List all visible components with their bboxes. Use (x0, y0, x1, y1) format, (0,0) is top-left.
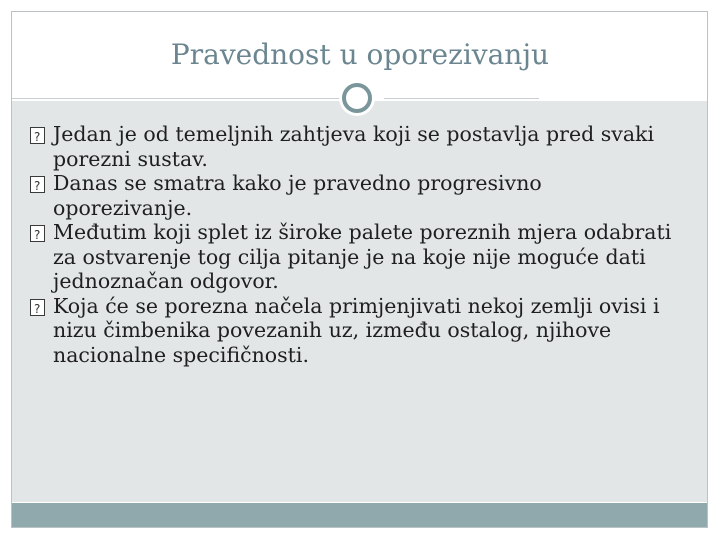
missing-glyph-box-icon (30, 299, 45, 316)
bullet-text: Jedan je od temeljnih zahtjeva koji se postavlja pred svaki porezni sustav. (53, 122, 655, 171)
footer-bar (12, 503, 707, 527)
divider-left-segment (12, 98, 340, 99)
missing-glyph-box-icon (30, 176, 45, 193)
bullet-text: Međutim koji splet iz široke palete poreznih mjera odabrati za ostvarenje tog cilja pitanje je na koje nije moguće dati jednoznačan odgovor. (53, 220, 672, 293)
bullet-item (30, 171, 680, 220)
bullet-text: Koja će se porezna načela primjenjivati nekoj zemlji ovisi i nizu čimbenika povezanih uz, između ostalog, njihove nacionalne specifičnosti. (53, 293, 660, 367)
slide-title: Pravednost u oporezivanju (170, 38, 550, 71)
bullet-text: Danas se smatra kako je pravedno progresivno oporezivanje. (53, 171, 542, 220)
ring-ornament-icon (339, 80, 375, 116)
missing-glyph-box-icon (30, 225, 45, 242)
divider-right-segment (384, 98, 539, 99)
bullet-item (30, 294, 680, 368)
bullet-item (30, 122, 680, 171)
bullet-item (30, 220, 680, 294)
bullet-list (30, 122, 680, 367)
missing-glyph-box-icon (30, 127, 45, 144)
